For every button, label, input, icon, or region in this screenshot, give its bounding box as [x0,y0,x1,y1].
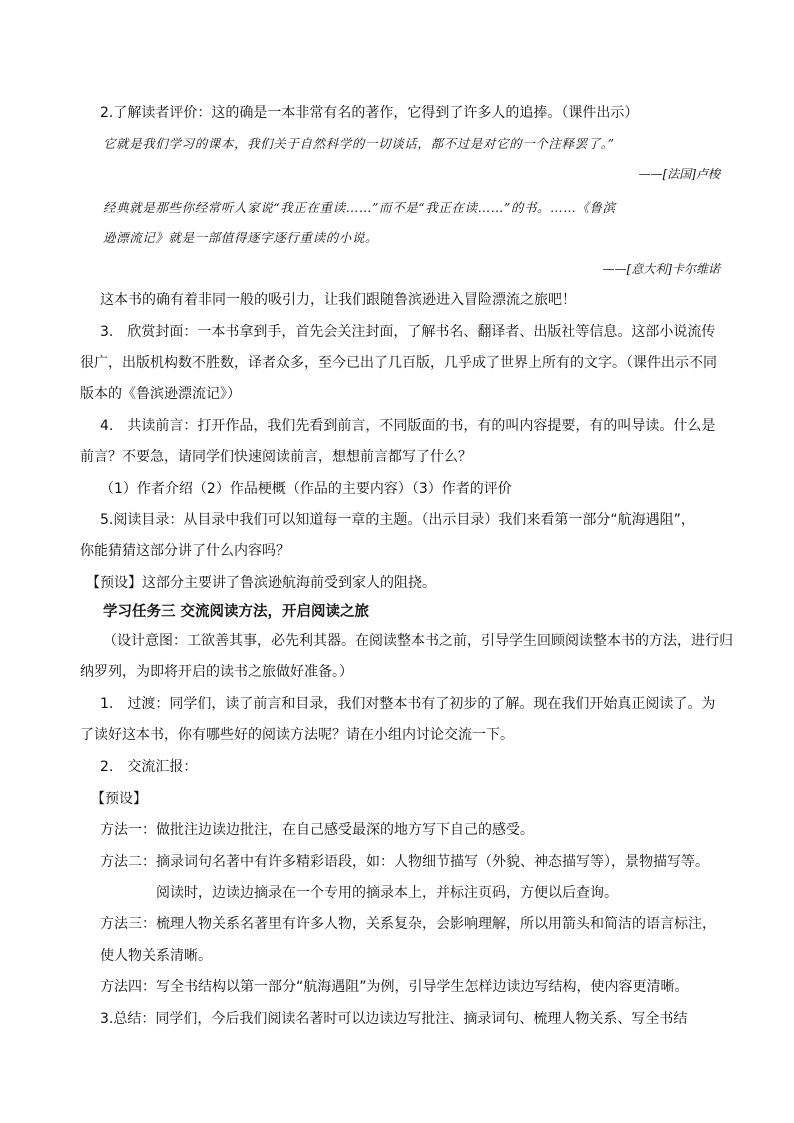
preset-label: 【预设】 [91,791,147,807]
item-3-line-1: 3. 欣赏封面：一本书拿到手，首先会关注封面，了解书名、翻译者、出版社等信息。这部小说流传 [100,324,716,340]
preset-answer: 【预设】这部分主要讲了鲁滨逊航海前受到家人的阻挠。 [86,575,436,591]
step-1-line-1: 1. 过渡：同学们，读了前言和目录，我们对整本书有了初步的了解。现在我们开始真正阅读了。为 [100,696,716,712]
quote-calvino-line-2: 逊漂流记》就是一部值得逐字逐行重读的小说。 [103,230,379,245]
step-1-line-2: 了读好这本书，你有哪些好的阅读方法呢？请在小组内讨论交流一下。 [80,727,514,743]
method-3-line-1: 方法三：梳理人物关系名著里有许多人物，关系复杂，会影响理解，所以用箭头和简洁的语言标注， [100,916,716,932]
quote-rousseau: 它就是我们学习的课本，我们关于自然科学的一切谈话，都不过是对它的一个注释罢了。” [103,136,615,151]
method-2-line-2: 阅读时，边读边摘录在一个专用的摘录本上，并标注页码，方便以后查询。 [156,885,618,901]
method-3-line-2: 使人物关系清晰。 [100,948,212,964]
design-intent-line-2: 纳罗列，为即将开启的读书之旅做好准备。） [80,664,353,680]
summary-line: 3.总结：同学们，今后我们阅读名著时可以边读边写批注、摘录词句、梳理人物关系、写全书结 [100,1011,688,1027]
item-5-line-2: 你能猜猜这部分讲了什么内容吗？ [80,543,290,559]
attribution-calvino: ——[意大利]卡尔维诺 [602,262,720,276]
section-heading-task-3: 学习任务三 交流阅读方法，开启阅读之旅 [103,604,370,620]
transition-sentence: 这本书的确有着非同一般的吸引力，让我们跟随鲁滨逊进入冒险漂流之旅吧！ [100,292,576,308]
step-2-label: 2. 交流汇报： [100,759,198,775]
method-1: 方法一：做批注边读边批注，在自己感受最深的地方写下自己的感受。 [100,822,534,838]
item-5-line-1: 5.阅读目录：从目录中我们可以知道每一章的主题。（出示目录）我们来看第一部分“航海遇阻”， [100,512,695,528]
item-3-line-3: 版本的《鲁滨逊漂流记》） [80,386,241,402]
method-2-line-1: 方法二：摘录词句名著中有许多精彩语段，如：人物细节描写（外貌、神态描写等），景物描写等。 [100,854,709,870]
item-3-line-2: 很广，出版机构数不胜数，译者众多，至今已出了几百版，几乎成了世界上所有的文字。（课件出示不同 [80,355,717,371]
design-intent-line-1: （设计意图：工欲善其事，必先利其器。在阅读整本书之前，引导学生回顾阅读整本书的方法，进行归 [103,633,733,649]
attribution-rousseau: ——[法国]卢梭 [638,167,720,181]
item-4-line-1: 4. 共读前言：打开作品，我们先看到前言，不同版面的书，有的叫内容提要，有的叫导读。什么是 [100,418,716,434]
item-4-line-2: 前言？不要急，请同学们快速阅读前言，想想前言都写了什么？ [80,449,472,465]
preface-contents: （1）作者介绍（2）作品梗概（作品的主要内容）（3）作者的评价 [100,481,512,497]
quote-calvino-line-1: 经典就是那些你经常听人家说“我正在重读……”而不是“我正在读……”的书。……《鲁滨 [103,200,616,215]
method-4: 方法四：写全书结构以第一部分“航海遇阻”为例，引导学生怎样边读边写结构，使内容更清晰。 [100,979,689,995]
reader-review-paragraph: 2.了解读者评价：这的确是一本非常有名的著作，它得到了许多人的追捧。（课件出示） [100,105,639,121]
